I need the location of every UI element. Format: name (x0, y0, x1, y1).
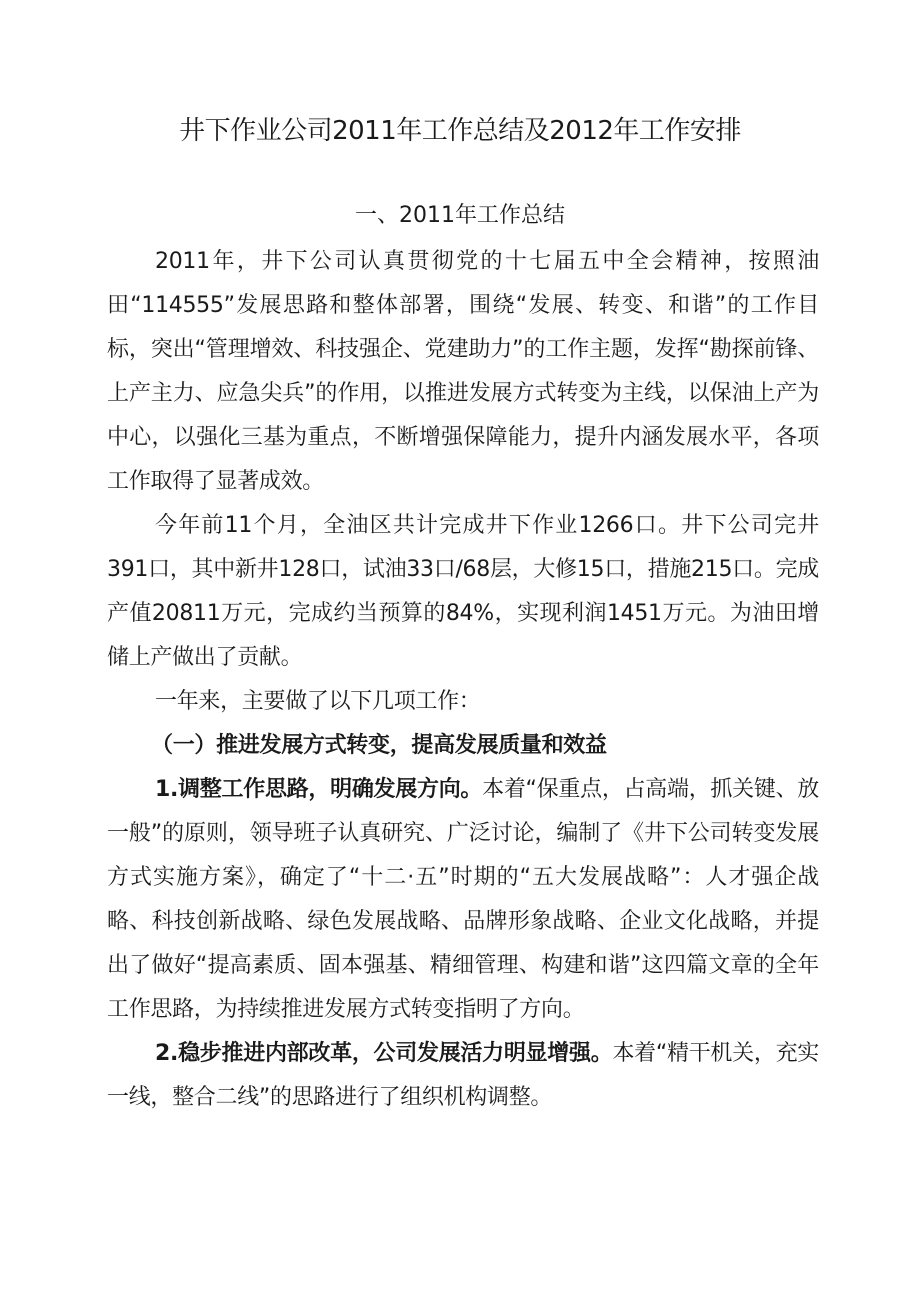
item-1-text: 本着“保重点，占高端，抓关键、放一般”的原则，领导班子认真研究、广泛讨论，编制了《井下公司转变发展方式实施方案》，确定了“十二·五”时期的“五大发展战略”：人才强企战略、科技创新战略、绿色发展战略、品牌形象战略、企业文化战略，并提出了做好“提高素质、固本强基、精细管理、构建和谐”这四篇文章的全年工作思路，为持续推进发展方式转变指明了方向。 (107, 777, 819, 1022)
paragraph-item-2 (107, 1032, 819, 1120)
section-heading: 一、2011年工作总结 (355, 203, 565, 228)
paragraph-summary: 2011年，井下公司认真贯彻党的十七届五中全会精神，按照油田“114555”发展思路和整体部署，围绕“发展、转变、和谐”的工作目标，突出“管理增效、科技强企、党建助力”的工作主题，发挥“勘探前锋、上产主力、应急尖兵”的作用，以推进发展方式转变为主线，以保油上产为中心，以强化三基为重点，不断增强保障能力，提升内涵发展水平，各项工作取得了显著成效。 (107, 249, 819, 494)
item-1-lead: 1.调整工作思路，明确发展方向。 (155, 777, 483, 802)
subheading-1: （一）推进发展方式转变，提高发展质量和效益 (151, 733, 607, 758)
item-2-lead: 2.稳步推进内部改革，公司发展活力明显增强。 (155, 1041, 613, 1066)
document-body (107, 240, 819, 1120)
paragraph-statistics: 今年前11个月，全油区共计完成井下作业1266口。井下公司完井391口，其中新井128口，试油33口/68层，大修15口，措施215口。完成产值20811万元，完成约当预算的84%，实现利润1451万元。为油田增储上产做出了贡献。 (107, 513, 819, 670)
paragraph-item-1 (107, 768, 819, 1032)
item-2-text: 本着“精干机关，充实一线，整合二线”的思路进行了组织机构调整。 (107, 1041, 819, 1110)
paragraph-intro: 一年来，主要做了以下几项工作： (155, 689, 481, 714)
document-title: 井下作业公司2011年工作总结及2012年工作安排 (179, 116, 741, 146)
